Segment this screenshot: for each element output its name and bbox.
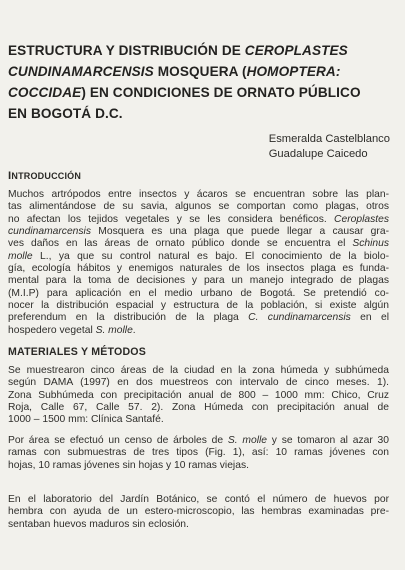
text-run: Muchos artrópodos entre insectos y ácaros se encuentran sobre las plan-: [8, 189, 389, 200]
author-name: Esmeralda Castelblanco: [268, 133, 390, 145]
intro-line: [8, 201, 389, 213]
intro-line: [8, 288, 389, 300]
intro-line: [8, 238, 389, 250]
intro-line: [8, 214, 389, 226]
text-run: según DAMA (1997) en dos muestreos con intervalo de cinco meses. 1).: [8, 377, 389, 389]
text-run: (M.I.P) para aplicación en el medio urbano de Bogotá. Se pretendió co-: [8, 287, 389, 299]
methods-census-line: [8, 460, 389, 472]
methods-sampling-line: [8, 414, 389, 426]
intro-line: [8, 251, 389, 263]
text-run: gía, ecología hábitos y enemigos naturales de los insectos plaga es funda-: [8, 263, 389, 275]
text-run: Roja, Calle 67, Calle 57. 2). Zona Húmeda con precipitación anual de: [8, 402, 389, 414]
methods-sampling-line: [8, 377, 389, 389]
section-heading-methods: MATERIALES Y MÉTODOS: [8, 346, 147, 358]
text-run: Se muestrearon cinco áreas de la ciudad en la zona húmeda y subhúmeda: [8, 365, 389, 376]
title-line: [8, 82, 393, 103]
intro-line: [8, 189, 389, 201]
methods-census-line: [8, 447, 389, 459]
text-run: sentaban huevos maduros sin eclosión.: [8, 518, 189, 530]
text-run: preferendum en la distribución de la plaga: [8, 312, 249, 324]
title-text-run: ) EN CONDICIONES DE ORNATO PÚBLICO: [81, 85, 361, 100]
section-heading-introduction: INTRODUCCIÓN: [8, 170, 82, 182]
text-run: mental para la toma de decisiones y para un manejo integrado de plagas: [8, 275, 389, 287]
intro-line: [8, 312, 389, 324]
methods-laboratory-line: [8, 519, 389, 531]
text-run: y se tomaron al azar 30: [267, 435, 389, 446]
text-run: tas alimentándose de su savia, algunos se comportan como plagas, otros: [8, 201, 389, 213]
intro-line: [8, 325, 389, 337]
text-run: S. molle: [95, 324, 133, 336]
text-run: no afectan los tejidos vegetales y se les considera benéficos.: [8, 213, 335, 225]
methods-laboratory-line: [8, 494, 389, 506]
author-name: Guadalupe Caicedo: [268, 148, 368, 160]
title-text-run: COCCIDAE: [8, 85, 82, 100]
paragraph-methods-census: [8, 435, 389, 472]
title-text-run: MOSQUERA (: [153, 64, 247, 79]
title-line: [8, 61, 393, 82]
text-run: 1000 – 1500 mm: Clínica Santafé.: [8, 414, 164, 426]
paragraph-introduction: [8, 189, 389, 337]
text-run: cundinamarcensis: [8, 226, 91, 238]
methods-census-line: [8, 435, 389, 447]
methods-sampling-line: [8, 365, 389, 377]
text-run: Zona Subhúmeda con precipitación anual de 800 – 1000 mm: Chico, Cruz: [8, 389, 389, 401]
text-run: hembra con ayuda de un estero-microscopio, las hembras examinadas pre-: [8, 506, 389, 518]
text-run: Ceroplastes: [334, 213, 389, 225]
intro-line: [8, 300, 389, 312]
methods-laboratory-line: [8, 506, 389, 518]
text-run: en el: [350, 312, 389, 324]
text-run: L., ya que su control natural es bajo. El conocimiento de la biolo-: [32, 250, 389, 262]
paragraph-methods-laboratory: [8, 494, 389, 531]
intro-line: [8, 263, 389, 275]
title-line: [8, 40, 393, 61]
text-run: Schinus: [352, 238, 389, 250]
intro-line: [8, 275, 389, 287]
intro-line: [8, 226, 389, 238]
text-run: hospedero vegetal: [8, 324, 96, 336]
text-run: C. cundinamarcensis: [248, 312, 351, 324]
title-line: [8, 103, 393, 124]
text-run: En el laboratorio del Jardín Botánico, se contó el número de huevos por: [8, 494, 389, 505]
text-run: ves daños en las áreas de ornato público donde se encuentra el: [8, 238, 353, 250]
text-run: nocer la distribución espacial y estructura de la población, si existe algún: [8, 300, 389, 312]
text-run: .: [132, 324, 136, 336]
methods-sampling-line: [8, 390, 389, 402]
paragraph-methods-sampling: [8, 365, 389, 427]
text-run: molle: [8, 250, 33, 262]
methods-sampling-line: [8, 402, 389, 414]
text-run: Mosquera es una plaga que puede llegar a causar gra-: [91, 226, 389, 238]
title-text-run: HOMOPTERA:: [246, 64, 341, 79]
author-list: [269, 132, 390, 162]
text-run: Por área se efectuó un censo de árboles de: [8, 435, 228, 446]
title-text-run: EN BOGOTÁ D.C.: [8, 106, 123, 121]
text-run: S. molle: [227, 435, 268, 446]
title-text-run: CEROPLASTES: [244, 43, 348, 58]
text-run: ramas con submuestras de tres tipos (Fig. 1), así: 10 ramas jóvenes con: [8, 447, 389, 459]
paper-title: [8, 40, 393, 124]
title-text-run: ESTRUCTURA Y DISTRIBUCIÓN DE: [8, 43, 245, 58]
text-run: hojas, 10 ramas jóvenes sin hojas y 10 ramas viejas.: [8, 459, 249, 471]
title-text-run: CUNDINAMARCENSIS: [8, 64, 154, 79]
